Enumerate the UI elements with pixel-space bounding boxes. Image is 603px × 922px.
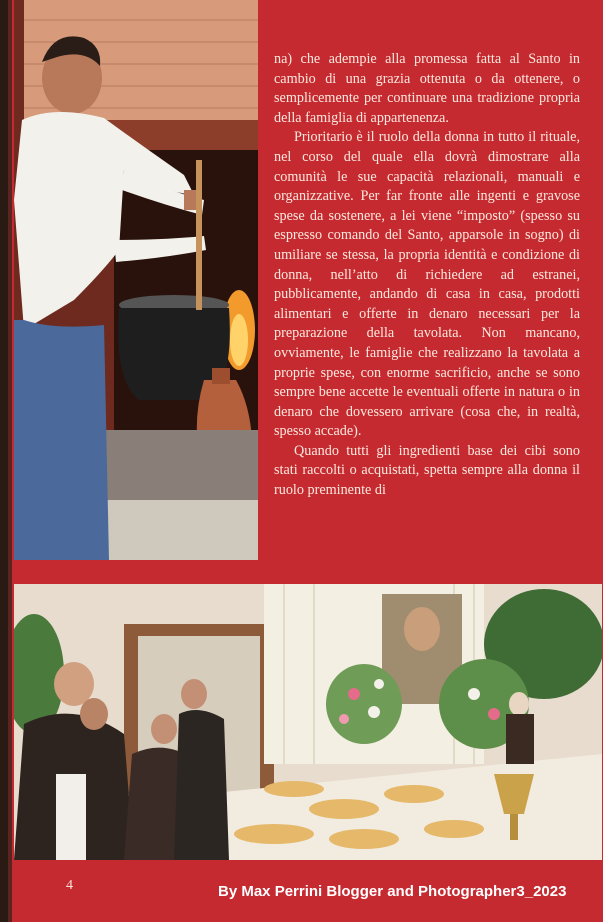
article-text <box>274 50 580 501</box>
paragraph-2: Prioritario è il ruolo della donna in tutto il rituale, nel corso del quale ella dovrà dimostrare alla comunità le sue capacità relazionali, manuali e organizzative. Per far fronte alle ingenti e gravose spese da sostenere, a lei viene “imposto” (spesso su espresso comando del Santo, apparsole in sogno) di umiliare se stessa, la propria identità e condizione di donna, nell’atto di richiedere ad estranei, pubblicamente, andando di casa in casa, prodotti alimentari e offerte in denaro necessari per la preparazione della tavolata. Non mancano, ovviamente, le famiglie che realizzano la tavolata a proprie spese, con enorme sacrificio, anche se sono sempre bene accette le eventuali offerte in natura o in denaro che dovessero arrivare (cosa che, in realtà, spesso accade). <box>274 129 580 440</box>
paragraph-3: Quando tutti gli ingredienti base dei cibi sono stati raccolti o acquistati, spetta sempre alla donna il ruolo preminente di <box>274 442 580 499</box>
page-number: 4 <box>66 878 73 893</box>
paragraph-1: na) che adempie alla promessa fatta al Santo in cambio di una grazia ottenuta o da ottenere, o semplicemente per continuare una tradizione propria della famiglia di appartenenza. <box>274 51 580 126</box>
photo-credit: By Max Perrini Blogger and Photographer3_2023 <box>218 883 567 900</box>
book-spine-shadow <box>8 0 12 922</box>
photo-tavolata-altar <box>14 584 602 860</box>
book-spine <box>0 0 8 922</box>
photo-man-stirring-pot <box>14 0 258 560</box>
